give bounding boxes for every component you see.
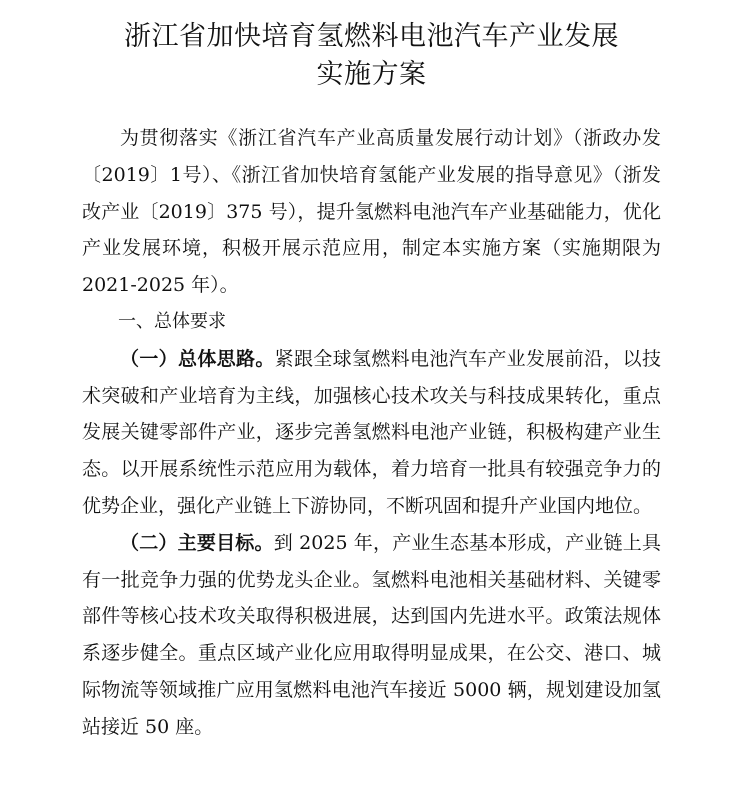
paragraph-main-goals <box>82 525 661 746</box>
document-body <box>82 120 661 746</box>
title-line-1: 浙江省加快培育氢燃料电池汽车产业发展 <box>124 21 619 52</box>
paragraph-lead: （二）主要目标。 <box>120 531 274 554</box>
title-line-2: 实施方案 <box>316 59 427 90</box>
paragraph-text: 紧跟全球氢燃料电池汽车产业发展前沿，以技术突破和产业培育为主线，加强核心技术攻关与科技成果转化，重点发展关键零部件产业，逐步完善氢燃料电池产业链，积极构建产业生态。以开展系统性示范应用为载体，着力培育一批具有较强竞争力的优势企业，强化产业链上下游协同，不断巩固和提升产业国内地位。 <box>82 347 661 517</box>
section-heading: 一、总体要求 <box>118 310 226 332</box>
paragraph-text: 到 2025 年，产业生态基本形成，产业链上具有一批竞争力强的优势龙头企业。氢燃料电池相关基础材料、关键零部件等核心技术攻关取得积极进展，达到国内先进水平。政策法规体系逐步健全。重点区域产业化应用取得明显成果，在公交、港口、城际物流等领域推广应用氢燃料电池汽车接近 5000 辆，规划建设加氢站接近 50 座。 <box>82 531 661 738</box>
document-title <box>82 0 661 94</box>
paragraph-lead: （一）总体思路。 <box>120 347 275 370</box>
paragraph-overall-approach <box>82 341 661 525</box>
intro-paragraph: 为贯彻落实《浙江省汽车产业高质量发展行动计划》（浙政办发〔2019〕1号）、《浙江省加快培育氢能产业发展的指导意见》（浙发改产业〔2019〕375 号），提升氢燃料电池汽车产业基础能力，优化产业发展环境，积极开展示范应用，制定本实施方案（实施期限为 2021-2025 年）。 <box>82 127 661 297</box>
